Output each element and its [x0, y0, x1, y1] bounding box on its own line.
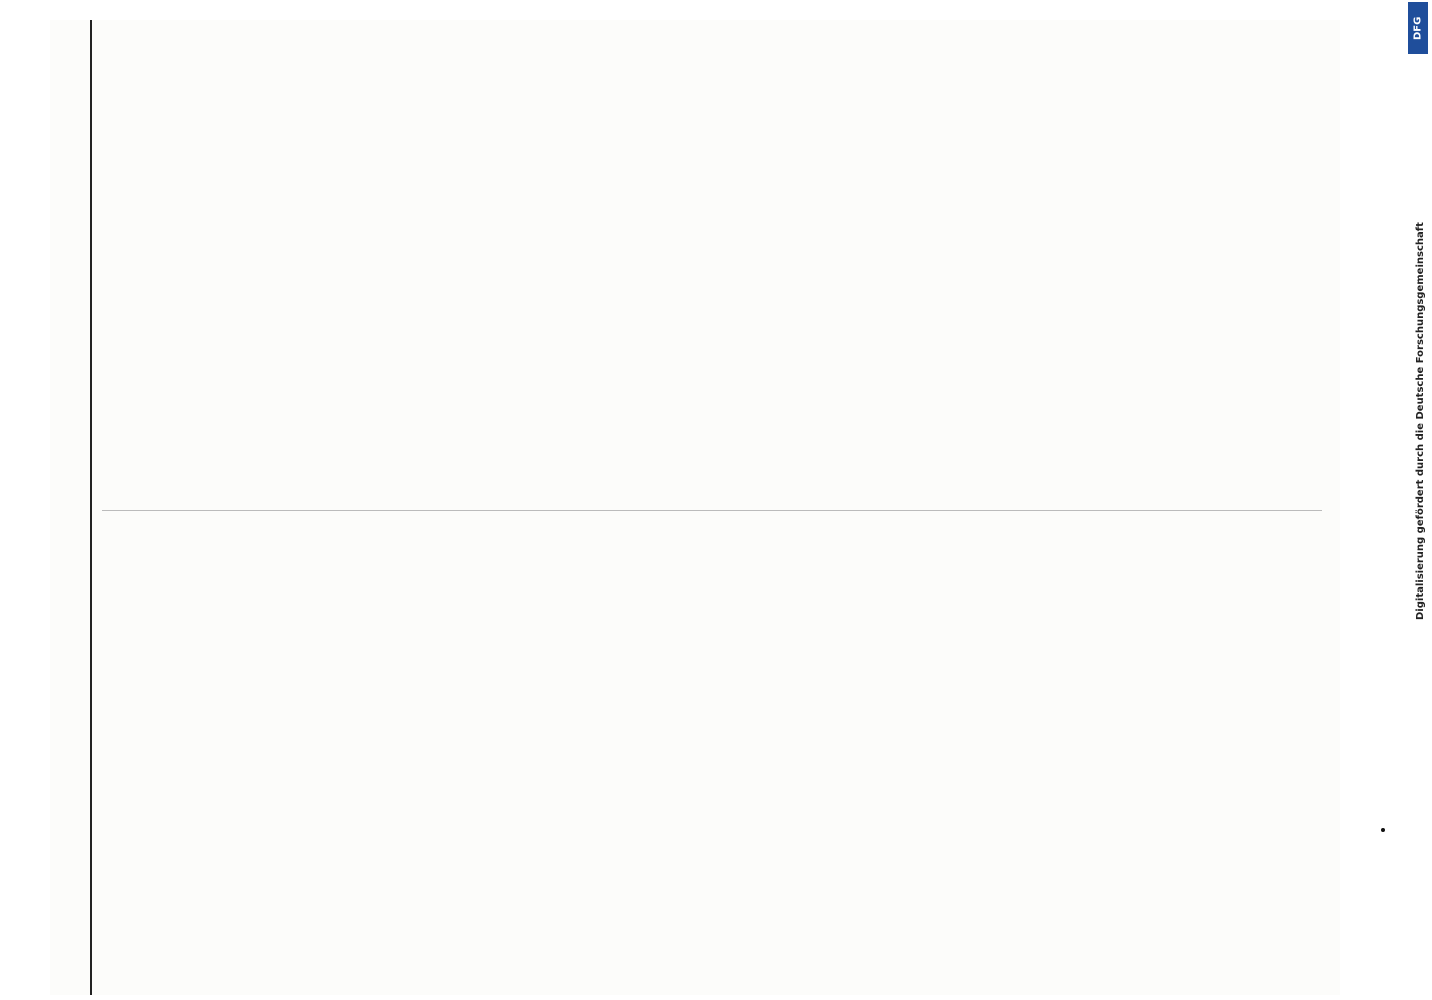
dfg-logo: DFG [1408, 2, 1428, 54]
acknowledgment-strip [1408, 2, 1428, 992]
rotated-page-content [50, 20, 1340, 995]
column-divider [102, 510, 1322, 511]
text-column-right [102, 30, 1322, 490]
funding-acknowledgment: Digitalisierung gefördert durch die Deutsche Forschungsgemeinschaft [1415, 222, 1426, 620]
page-header [50, 20, 92, 995]
text-column-left [102, 535, 1322, 995]
scanned-page [50, 20, 1340, 995]
scan-speck [1381, 828, 1385, 832]
